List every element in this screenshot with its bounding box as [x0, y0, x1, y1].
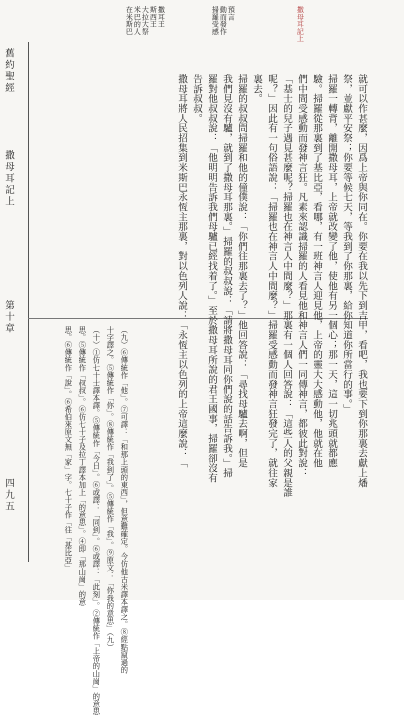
- footnote-line-5: 思。⑥傳統作「說」。⑥希伯來原文無「家」字。七十子作「往「基比亞」: [63, 326, 73, 572]
- body-line-1: 就可以作甚麼，因爲上帝與你同在。你要在我以先下到吉甲，看吧，我也要下到你那裏去獻上燔: [356, 74, 368, 488]
- header-note-mid-col3: 預言: [227, 6, 236, 21]
- header-running-label: 撒母耳記上: [296, 6, 305, 42]
- header-note-left-col2: 米巴的人: [133, 6, 142, 35]
- body-line-13: 撒母耳將人民招集到米斯巴永恆主那裏，對以色列人說：「永恆主以色列的上帝這麼說：「: [176, 74, 188, 468]
- header-note-left-col1: 在米斯巴: [125, 6, 134, 35]
- body-line-11: 羅對他叔叔說：「他明明告訴我們母驢已經找着了。」至於撒母耳所說的君王國事，掃羅卻沒有: [206, 74, 218, 483]
- header-note-left-col3: 大拉大祭: [141, 6, 150, 35]
- page-number: 四九五: [2, 478, 14, 513]
- footnote-line-2: 十字譯之。⑤傳統作「你」。⑧傳統作「我到了」。⑤傳統作「我」。⑨原文：「你我的意思」（九）: [105, 326, 115, 651]
- chapter-number: 第十章: [2, 300, 14, 335]
- body-line-6: 「基士的兒子遇見甚麼呢？掃羅也在神言人中間麼？」那裏有一個人回答說：「這些人的父親是誰: [281, 74, 293, 498]
- chapter-title: 撒母耳記上: [2, 150, 14, 208]
- body-line-8: 裏去。: [251, 74, 263, 104]
- body-line-2: 祭，並獻平安祭；你要等候七天，等我到了你那裏，給你知道你所當行的事。」: [341, 74, 353, 414]
- header-note-left-col4: 斯西王: [149, 6, 158, 28]
- footnote-line-1: （九）⑥傳統作「他」。⑦可譯：「和那上頭的東西」，但意難確定。今仿他古米譯本譯之。⑧經點竄過的: [119, 326, 129, 674]
- body-line-10: 我們見沒有驢，就到了撒母耳那裏。」掃羅的叔叔說：「請將撒母耳同你們說的話告訴我。」掃: [221, 74, 233, 479]
- body-line-7: 呢？」因此有一句俗語說：「掃羅也在神言人中間麼？」掃羅受感動而發神言狂發完了，就往家: [266, 74, 278, 488]
- body-line-12: 告訴叔叔。: [191, 74, 203, 124]
- body-line-4: 驗。掃羅從那裏到了基比亞，看哪，有一班神言人迎見他，上帝的靈大大感動他，他就在他: [311, 74, 323, 468]
- footnote-line-3: （十）①仿七十士譯本譯。⑤傳統作「今日」。⑥或譯：「同到」。⑥或譯：「此刻」。②傳統作「上帝的山崗」的意思: [91, 326, 101, 715]
- body-line-5: 們中間受感動而發神言狂。凡素來認識掃羅的人看見他和神言人們一同傳神言，都彼此對說：: [296, 74, 308, 478]
- header-note-mid-col2: 動而發作: [219, 6, 228, 35]
- left-margin-rule: [28, 42, 29, 562]
- footnote-line-4: 思。⑤傳統作「叔叔」。⑥仿七十子及拉丁譯本加上「的意思」。④即「那山崗」的意: [77, 326, 87, 606]
- body-line-3: 掃羅一轉背，離開撒母耳，上帝就改變了他，使他有另一個心；那一天，這一切兆頭就都應: [326, 74, 338, 468]
- body-line-9: 掃羅的叔叔問掃羅和他的僮僕說：「你們往那裏去了？」他回答說：「尋找母驢去啊，但是: [236, 74, 248, 468]
- header-note-left-col5: 撒耳王: [157, 6, 166, 28]
- header-note-mid-col1: 掃羅受感: [211, 6, 220, 35]
- book-title: 舊約聖經: [2, 48, 14, 94]
